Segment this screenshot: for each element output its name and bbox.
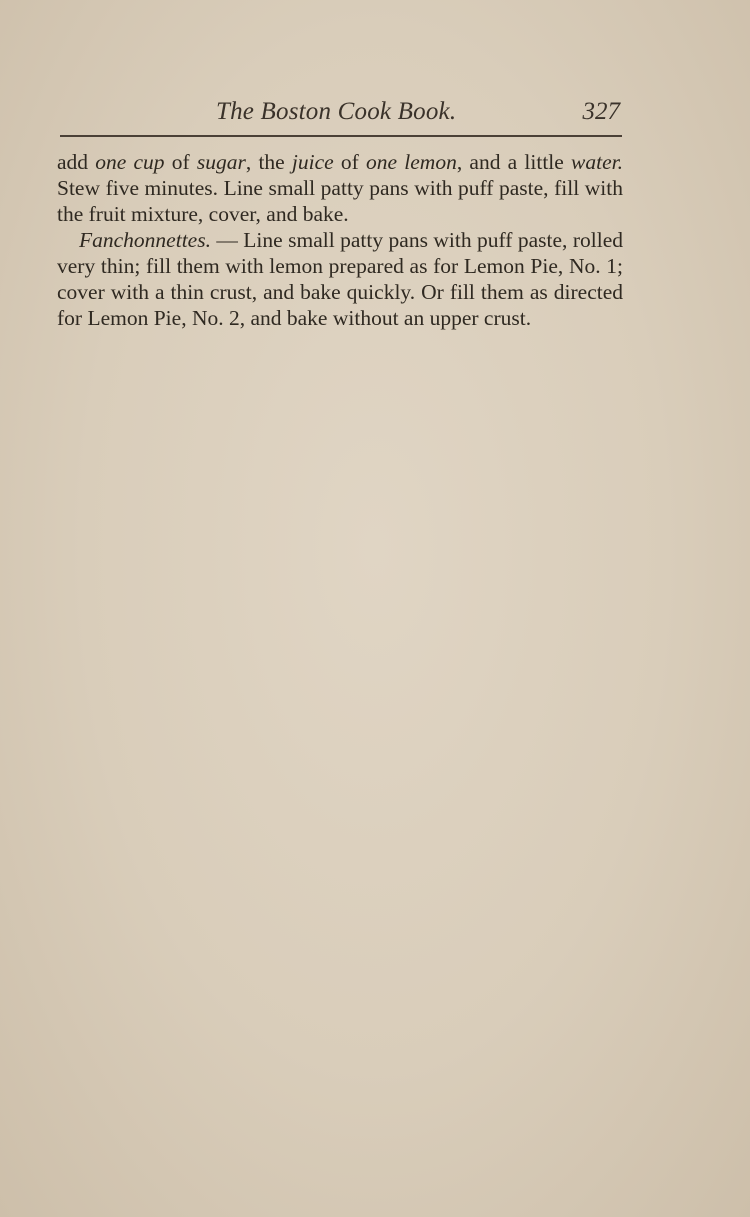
recipe-text: — Line small patty pans with puff paste, rolled very thin; fill them with lemon prepared as for Lemon Pie, No. 1; cover with a thin crust, and bake quickly. Or fill them as directed for Lemon Pie, No. 2, and bake without an upper crust. xyxy=(57,228,623,330)
body-text xyxy=(57,150,623,332)
book-title: The Boston Cook Book. xyxy=(216,98,457,125)
running-head xyxy=(60,92,622,132)
header-rule xyxy=(60,135,622,137)
paragraph-continued: add one cup of sugar, the juice of one lemon, and a little water. Stew five minutes. Line small patty pans with puff paste, fill with the fruit mixture, cover, and bake. xyxy=(57,150,623,226)
recipe-heading: Fanchonnettes. xyxy=(79,228,211,253)
page-number: 327 xyxy=(582,98,620,125)
recipe-fanchonnettes xyxy=(57,228,623,331)
